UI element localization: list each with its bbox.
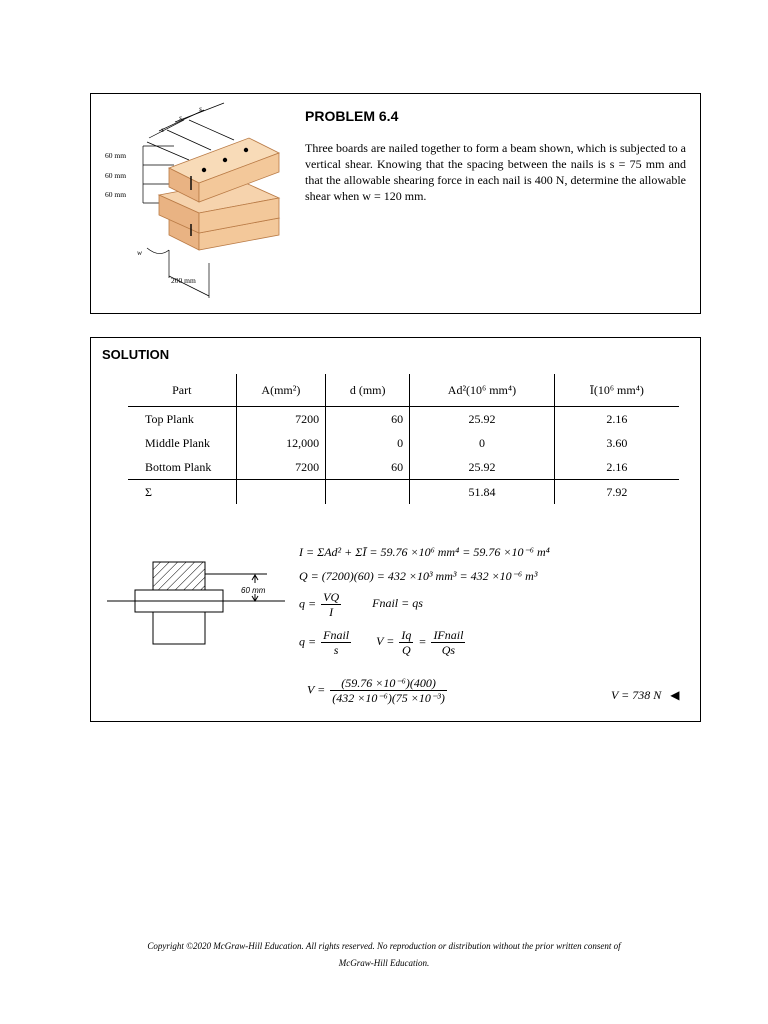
width-label: 200 mm [171, 276, 196, 285]
table-cell: 12,000 [236, 431, 326, 455]
table-row [128, 455, 679, 480]
eq-final-lhs: V = [307, 682, 326, 697]
eq-v-num2: IFnail [433, 628, 464, 642]
answer-value: V = 738 N [611, 688, 662, 702]
eq-q2-den: s [333, 643, 339, 657]
table-cell: 7200 [236, 455, 326, 480]
dim-label-top: 60 mm [105, 151, 127, 160]
table-sum-row [128, 480, 679, 505]
eq-v-num1: Iq [401, 628, 412, 642]
spacing-label-3: s [199, 104, 202, 113]
table-header: d (mm) [326, 374, 410, 407]
table-cell: 2.16 [554, 455, 679, 480]
eq-q-den: I [329, 605, 334, 619]
eq-q-num: VQ [323, 590, 340, 604]
table-cell: 51.84 [410, 480, 555, 505]
spacing-label-2: s [179, 113, 182, 122]
problem-title: PROBLEM 6.4 [305, 108, 399, 124]
answer-marker-icon: ◀ [670, 688, 680, 702]
problem-box [90, 93, 701, 314]
table-row [128, 407, 679, 432]
eq-q-lhs: q = [299, 596, 317, 611]
eq-final-num: (59.76 ×10⁻⁶)(400) [330, 676, 447, 691]
table-header: Ī(10⁶ mm⁴) [554, 374, 679, 407]
eq-v-den1: Q [401, 643, 411, 657]
equation-V-relation [299, 628, 467, 657]
table-cell: 0 [326, 431, 410, 455]
problem-text: Three boards are nailed together to form a beam shown, which is subjected to a vertical shear. Knowing that the spacing between the nails is s = 75 mm and that the allowable shearing force in each nail is 400 N, determine the allowable shear when w = 120 mm. [305, 141, 686, 203]
table-cell [326, 480, 410, 505]
eq-fnail: Fnail = qs [372, 596, 423, 611]
table-header: A(mm²) [236, 374, 326, 407]
table-cell: 0 [410, 431, 555, 455]
eq-q-fraction [321, 590, 341, 619]
cross-section-sketch [107, 556, 287, 656]
eq-v-fraction-2 [431, 628, 465, 657]
table-cell: Bottom Plank [145, 459, 212, 474]
table-row [128, 431, 679, 455]
eq-q2-lhs: q = [299, 634, 317, 649]
table-header: Ad²(10⁶ mm⁴) [410, 374, 555, 407]
eq-final-den: (432 ×10⁻⁶)(75 ×10⁻³) [332, 691, 445, 705]
equation-final [307, 676, 449, 705]
eq-v-fraction-1 [399, 628, 413, 657]
table-cell: 60 [326, 455, 410, 480]
eq-q2-fraction [321, 628, 351, 657]
copyright-footer [0, 938, 768, 972]
answer [611, 688, 679, 703]
table-header: Part [172, 382, 192, 397]
table-cell: Σ [145, 484, 152, 499]
eq-v-den2: Qs [441, 643, 456, 657]
equation-q [299, 590, 423, 619]
eq-v-eq: = [418, 634, 427, 649]
table-cell: 3.60 [554, 431, 679, 455]
table-cell: 60 [326, 407, 410, 432]
copyright-line-2: McGraw-Hill Education. [338, 958, 430, 968]
table-cell: 7200 [236, 407, 326, 432]
sketch-dim-label: 60 mm [241, 586, 266, 595]
table-cell: 25.92 [410, 407, 555, 432]
spacing-label-1: s [161, 125, 164, 134]
parts-table [128, 374, 679, 504]
dim-label-middle: 60 mm [105, 171, 127, 180]
table-cell: Top Plank [145, 411, 194, 426]
table-cell: Middle Plank [145, 435, 210, 450]
solution-box [90, 337, 701, 722]
beam-figure [99, 98, 299, 313]
eq-final-fraction [330, 676, 447, 705]
table-header-row [128, 374, 679, 407]
w-label: w [137, 248, 143, 257]
table-cell: 2.16 [554, 407, 679, 432]
solution-title: SOLUTION [102, 347, 170, 362]
table-cell: 25.92 [410, 455, 555, 480]
equation-Q: Q = (7200)(60) = 432 ×10³ mm³ = 432 ×10⁻⁶ m³ [299, 569, 538, 583]
dim-label-bottom: 60 mm [105, 190, 127, 199]
copyright-line-1: Copyright ©2020 McGraw-Hill Education. All rights reserved. No reproduction or distribution without the prior written consent of [147, 941, 621, 951]
table-cell: 7.92 [554, 480, 679, 505]
table-cell [236, 480, 326, 505]
equation-I: I = ΣAd² + ΣĪ = 59.76 ×10⁶ mm⁴ = 59.76 ×10⁻⁶ m⁴ [299, 545, 550, 559]
eq-v-lhs: V = [376, 634, 395, 649]
eq-q2-num: Fnail [323, 628, 350, 642]
